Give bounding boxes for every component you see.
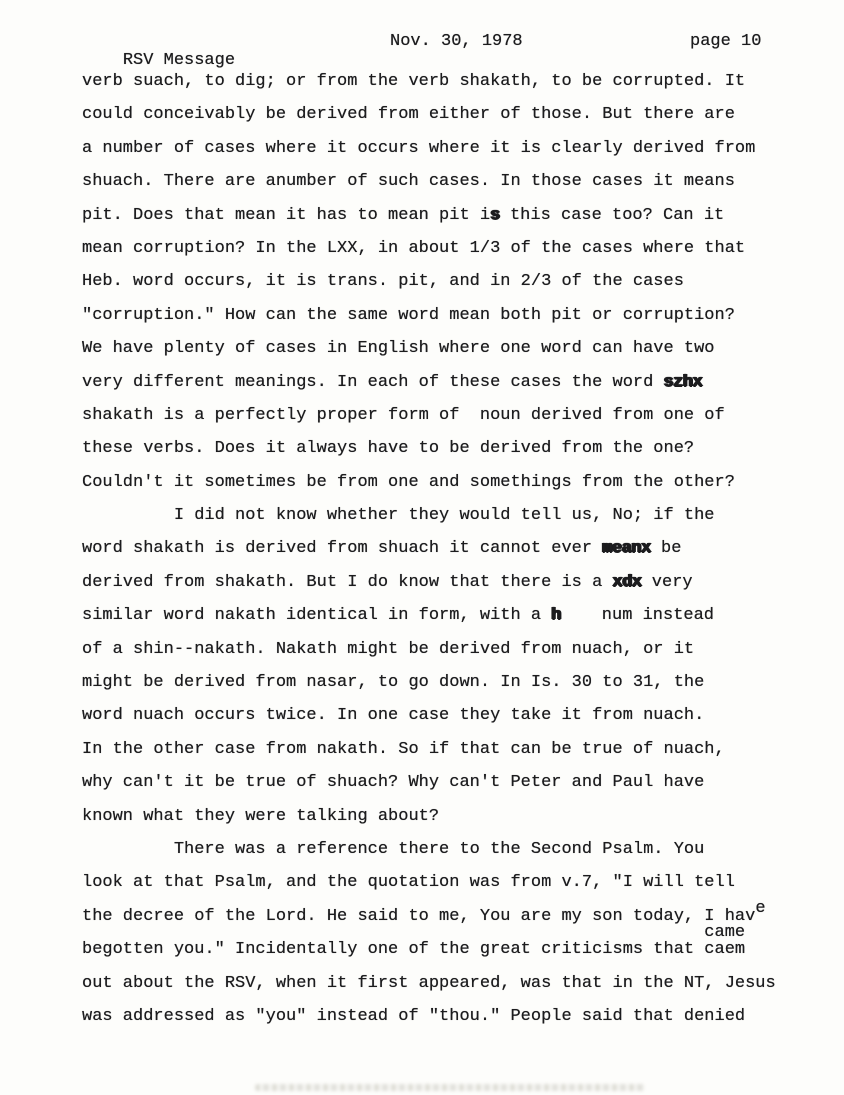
text-segment: There was a reference there to the Second Psalm. You bbox=[82, 839, 705, 859]
text-line bbox=[82, 265, 822, 298]
text-segment: was addressed as "you" instead of "thou." People said that denied bbox=[82, 1006, 746, 1026]
text-segment: num instead bbox=[560, 606, 715, 626]
text-line bbox=[82, 65, 822, 98]
text-line bbox=[82, 466, 822, 499]
text-segment: could conceivably be derived from either of those. But there are bbox=[82, 105, 735, 125]
text-segment: might be derived from nasar, to go down. In Is. 30 to 31, the bbox=[82, 673, 705, 693]
text-line bbox=[82, 432, 822, 465]
text-segment: Couldn't it sometimes be from one and somethings from the other? bbox=[82, 472, 735, 492]
text-segment: known what they were talking about? bbox=[82, 806, 440, 826]
text-line bbox=[82, 800, 822, 833]
overstruck-text: xdx bbox=[612, 572, 642, 592]
text-segment: the decree of the Lord. He said to me, You are my son today, I hav bbox=[82, 906, 756, 926]
text-segment: be bbox=[650, 539, 682, 559]
text-segment: of a shin--nakath. Nakath might be derived from nuach, or it bbox=[82, 639, 695, 659]
page-header bbox=[82, 32, 804, 70]
bleed-through-smudge bbox=[255, 1084, 645, 1091]
text-segment: why can't it be true of shuach? Why can't Peter and Paul have bbox=[82, 773, 705, 793]
text-line bbox=[82, 165, 822, 198]
text-line bbox=[82, 833, 822, 866]
text-segment: begotten you." Incidentally one of the great criticisms that caem bbox=[82, 940, 746, 960]
text-line bbox=[82, 332, 822, 365]
text-line bbox=[82, 699, 822, 732]
text-line bbox=[82, 399, 822, 432]
text-line bbox=[82, 666, 822, 699]
text-segment: came bbox=[82, 923, 746, 943]
text-line bbox=[82, 232, 822, 265]
text-segment: shakath is a perfectly proper form of noun derived from one of bbox=[82, 405, 725, 425]
text-segment: shuach. There are anumber of such cases. In those cases it means bbox=[82, 172, 735, 192]
overstruck-text: meanx bbox=[602, 539, 651, 559]
document-body bbox=[82, 65, 822, 1033]
text-segment: very different meanings. In each of these cases the word bbox=[82, 372, 664, 392]
text-line bbox=[82, 299, 822, 332]
text-line bbox=[82, 599, 822, 632]
header-date: Nov. 30, 1978 bbox=[390, 32, 523, 51]
text-line bbox=[82, 866, 822, 899]
text-segment: Heb. word occurs, it is trans. pit, and in 2/3 of the cases bbox=[82, 272, 684, 292]
text-segment: this case too? Can it bbox=[499, 205, 725, 225]
text-segment: "corruption." How can the same word mean both pit or corruption? bbox=[82, 305, 735, 325]
text-line bbox=[82, 132, 822, 165]
text-segment: out about the RSV, when it first appeared, was that in the NT, Jesus bbox=[82, 973, 776, 993]
text-segment: word shakath is derived from shuach it cannot ever bbox=[82, 539, 603, 559]
text-line bbox=[82, 566, 822, 599]
text-line bbox=[82, 199, 822, 232]
text-segment: verb suach, to dig; or from the verb shakath, to be corrupted. It bbox=[82, 72, 746, 91]
text-segment: word nuach occurs twice. In one case they take it from nuach. bbox=[82, 706, 705, 726]
overstruck-text: h bbox=[551, 606, 561, 626]
text-segment: mean corruption? In the LXX, in about 1/3 of the cases where that bbox=[82, 238, 746, 258]
text-line bbox=[82, 366, 822, 399]
text-segment: these verbs. Does it always have to be derived from the one? bbox=[82, 439, 695, 459]
overstruck-text: s bbox=[490, 205, 500, 225]
text-segment: a number of cases where it occurs where it is clearly derived from bbox=[82, 138, 756, 158]
text-line bbox=[82, 1000, 822, 1033]
text-segment: look at that Psalm, and the quotation was from v.7, "I will tell bbox=[82, 873, 735, 893]
text-segment: derived from shakath. But I do know that there is a bbox=[82, 572, 613, 592]
text-line bbox=[82, 532, 822, 565]
text-segment: very bbox=[641, 572, 693, 592]
superscript-text: e bbox=[755, 898, 766, 918]
text-segment: similar word nakath identical in form, with a bbox=[82, 606, 552, 626]
text-line bbox=[82, 499, 822, 532]
header-title: RSV Message bbox=[122, 51, 236, 70]
text-line bbox=[82, 733, 822, 766]
text-segment: I did not know whether they would tell us, No; if the bbox=[82, 506, 715, 526]
text-segment: pit. Does that mean it has to mean pit i bbox=[82, 205, 491, 225]
text-line bbox=[82, 967, 822, 1000]
text-segment: In the other case from nakath. So if that can be true of nuach, bbox=[82, 739, 725, 759]
overstruck-text: szhx bbox=[663, 372, 703, 392]
text-segment: We have plenty of cases in English where one word can have two bbox=[82, 339, 715, 359]
text-line bbox=[82, 633, 822, 666]
text-line bbox=[82, 98, 822, 131]
header-page-number: page 10 bbox=[690, 32, 762, 51]
text-line bbox=[82, 766, 822, 799]
